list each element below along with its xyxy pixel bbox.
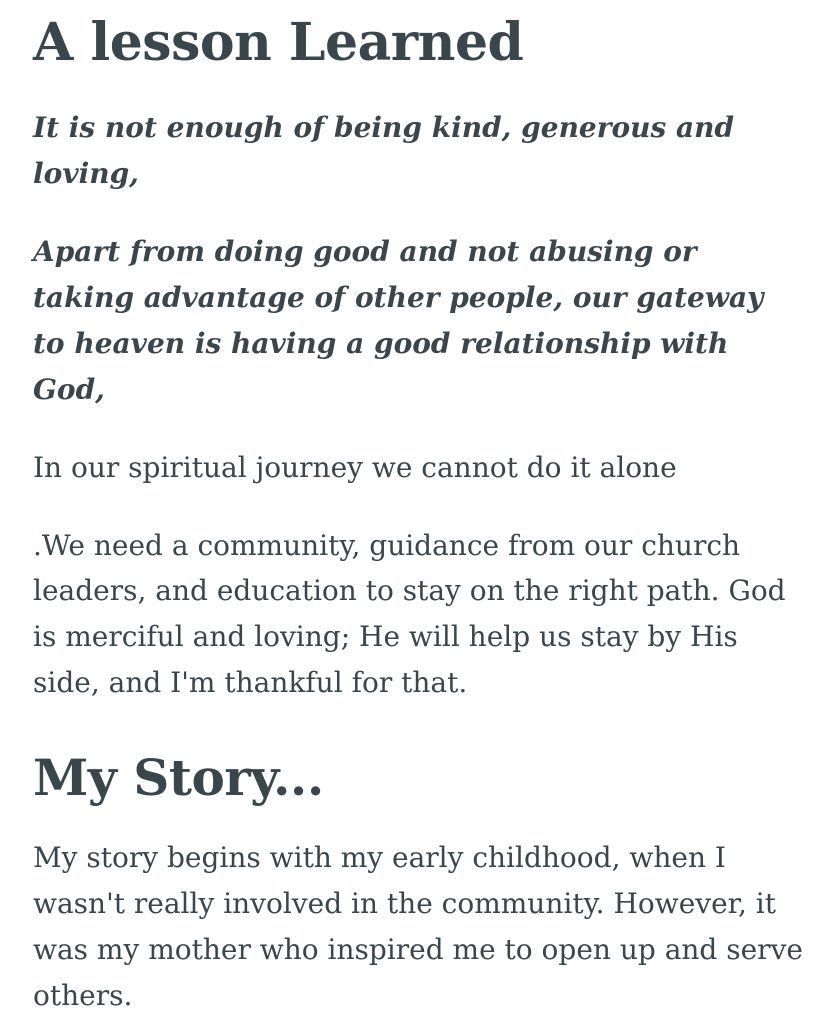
heading-a-lesson-learned: A lesson Learned bbox=[33, 12, 524, 73]
story-paragraph-1: My story begins with my early childhood, when I wasn't really involved in the community. However, it was my mother who inspired me to open up and serve others. bbox=[33, 841, 803, 1012]
body-paragraph-2: .We need a community, guidance from our church leaders, and education to stay on the right path. God is merciful and loving; He will help us stay by His side, and I'm thankful for that. bbox=[33, 528, 786, 700]
lead-paragraph-2: Apart from doing good and not abusing or taking advantage of other people, our gateway to heaven is having a good relationship with God, bbox=[33, 235, 764, 406]
body-paragraph-1: In our spiritual journey we cannot do it alone bbox=[33, 450, 677, 484]
heading-my-story: My Story... bbox=[33, 748, 324, 808]
lead-paragraph-1: It is not enough of being kind, generous and loving, bbox=[33, 111, 735, 191]
